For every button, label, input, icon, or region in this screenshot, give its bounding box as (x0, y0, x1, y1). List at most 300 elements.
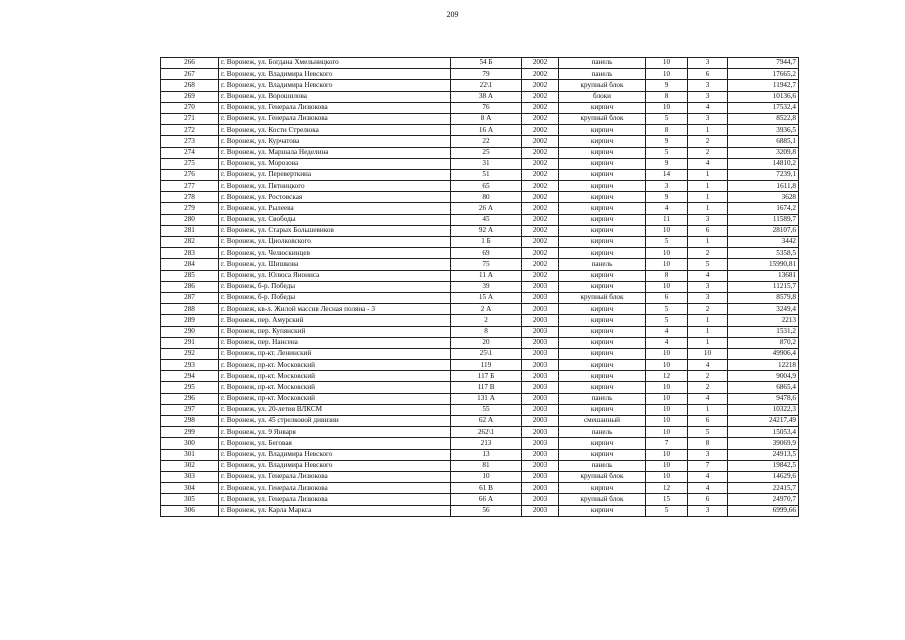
row-number-cell: 274 (161, 147, 219, 158)
floors-cell: 10 (646, 69, 688, 80)
table-row (161, 404, 799, 415)
area-cell: 10136,6 (728, 91, 799, 102)
entrances-cell: 1 (688, 125, 728, 136)
wall-material-cell: кирпич (559, 214, 646, 225)
year-cell: 2003 (522, 292, 559, 303)
address-cell: г. Воронеж, пер. Купянский (219, 326, 451, 337)
row-number-cell: 271 (161, 113, 219, 124)
year-cell: 2002 (522, 181, 559, 192)
house-number-cell: 117 В (451, 382, 522, 393)
row-number-cell: 266 (161, 58, 219, 69)
address-cell: г. Воронеж, ул. Циолковского (219, 237, 451, 248)
table-row (161, 360, 799, 371)
entrances-cell: 2 (688, 147, 728, 158)
row-number-cell: 294 (161, 371, 219, 382)
wall-material-cell: крупный блок (559, 80, 646, 91)
floors-cell: 15 (646, 494, 688, 505)
address-cell: г. Воронеж, ул. Генерала Лизюкова (219, 483, 451, 494)
area-cell: 14810,2 (728, 158, 799, 169)
area-cell: 10322,3 (728, 404, 799, 415)
entrances-cell: 5 (688, 259, 728, 270)
area-cell: 1674,2 (728, 203, 799, 214)
year-cell: 2003 (522, 494, 559, 505)
address-cell: г. Воронеж, ул. Старых Большевиков (219, 225, 451, 236)
table-row (161, 371, 799, 382)
floors-cell: 5 (646, 505, 688, 516)
address-cell: г. Воронеж, ул. Генерала Лизюкова (219, 494, 451, 505)
row-number-cell: 292 (161, 348, 219, 359)
table-row (161, 292, 799, 303)
area-cell: 39069,9 (728, 438, 799, 449)
row-number-cell: 285 (161, 270, 219, 281)
area-cell: 13681 (728, 270, 799, 281)
floors-cell: 8 (646, 91, 688, 102)
house-number-cell: 31 (451, 158, 522, 169)
table-row (161, 203, 799, 214)
house-number-cell: 45 (451, 214, 522, 225)
area-cell: 3936,5 (728, 125, 799, 136)
address-cell: г. Воронеж, ул. Свободы (219, 214, 451, 225)
house-number-cell: 69 (451, 248, 522, 259)
entrances-cell: 2 (688, 248, 728, 259)
area-cell: 3442 (728, 237, 799, 248)
year-cell: 2003 (522, 416, 559, 427)
area-cell: 22415,7 (728, 483, 799, 494)
row-number-cell: 267 (161, 69, 219, 80)
table-row (161, 427, 799, 438)
house-number-cell: 2 А (451, 304, 522, 315)
wall-material-cell: кирпич (559, 304, 646, 315)
floors-cell: 10 (646, 248, 688, 259)
area-cell: 7944,7 (728, 58, 799, 69)
floors-cell: 5 (646, 304, 688, 315)
floors-cell: 10 (646, 471, 688, 482)
entrances-cell: 1 (688, 315, 728, 326)
area-cell: 8522,8 (728, 113, 799, 124)
floors-cell: 10 (646, 393, 688, 404)
house-number-cell: 80 (451, 192, 522, 203)
row-number-cell: 280 (161, 214, 219, 225)
table-row (161, 438, 799, 449)
entrances-cell: 4 (688, 393, 728, 404)
year-cell: 2003 (522, 404, 559, 415)
wall-material-cell: панель (559, 58, 646, 69)
entrances-cell: 2 (688, 371, 728, 382)
floors-cell: 10 (646, 259, 688, 270)
wall-material-cell: кирпич (559, 505, 646, 516)
page-number: 209 (446, 10, 459, 19)
entrances-cell: 3 (688, 91, 728, 102)
house-number-cell: 131 А (451, 393, 522, 404)
address-cell: г. Воронеж, ул. Курчатова (219, 136, 451, 147)
table-row (161, 505, 799, 516)
wall-material-cell: кирпич (559, 449, 646, 460)
area-cell: 1531,2 (728, 326, 799, 337)
floors-cell: 12 (646, 371, 688, 382)
wall-material-cell: панель (559, 460, 646, 471)
row-number-cell: 306 (161, 505, 219, 516)
floors-cell: 7 (646, 438, 688, 449)
entrances-cell: 3 (688, 113, 728, 124)
address-cell: г. Воронеж, ул. Кости Стрелюка (219, 125, 451, 136)
wall-material-cell: кирпич (559, 270, 646, 281)
table-row (161, 248, 799, 259)
year-cell: 2003 (522, 304, 559, 315)
area-cell: 14629,6 (728, 471, 799, 482)
row-number-cell: 290 (161, 326, 219, 337)
floors-cell: 4 (646, 337, 688, 348)
area-cell: 5358,5 (728, 248, 799, 259)
row-number-cell: 298 (161, 416, 219, 427)
floors-cell: 10 (646, 416, 688, 427)
row-number-cell: 289 (161, 315, 219, 326)
wall-material-cell: крупный блок (559, 494, 646, 505)
address-cell: г. Воронеж, ул. Богдана Хмельницкого (219, 58, 451, 69)
wall-material-cell: кирпич (559, 315, 646, 326)
address-cell: г. Воронеж, ул. Генерала Лизюкова (219, 113, 451, 124)
year-cell: 2003 (522, 393, 559, 404)
year-cell: 2003 (522, 371, 559, 382)
address-cell: г. Воронеж, кв-л. Жилой массив Лесная поляна - 3 (219, 304, 451, 315)
entrances-cell: 3 (688, 449, 728, 460)
wall-material-cell: кирпич (559, 169, 646, 180)
entrances-cell: 3 (688, 58, 728, 69)
house-number-cell: 15 А (451, 292, 522, 303)
area-cell: 11942,7 (728, 80, 799, 91)
address-cell: г. Воронеж, ул. Шишкова (219, 259, 451, 270)
entrances-cell: 2 (688, 304, 728, 315)
table-row (161, 192, 799, 203)
year-cell: 2002 (522, 102, 559, 113)
entrances-cell: 6 (688, 69, 728, 80)
area-cell: 8579,8 (728, 292, 799, 303)
address-cell: г. Воронеж, ул. Владимира Невского (219, 69, 451, 80)
address-cell: г. Воронеж, ул. Челюскинцев (219, 248, 451, 259)
year-cell: 2002 (522, 147, 559, 158)
floors-cell: 10 (646, 102, 688, 113)
wall-material-cell: кирпич (559, 203, 646, 214)
floors-cell: 8 (646, 125, 688, 136)
row-number-cell: 305 (161, 494, 219, 505)
house-number-cell: 39 (451, 281, 522, 292)
address-cell: г. Воронеж, пр-кт. Московский (219, 393, 451, 404)
table-row (161, 449, 799, 460)
area-cell: 24913,5 (728, 449, 799, 460)
year-cell: 2003 (522, 360, 559, 371)
floors-cell: 10 (646, 404, 688, 415)
area-cell: 9478,6 (728, 393, 799, 404)
entrances-cell: 4 (688, 483, 728, 494)
address-cell: г. Воронеж, ул. Беговая (219, 438, 451, 449)
entrances-cell: 1 (688, 169, 728, 180)
address-cell: г. Воронеж, б-р. Победы (219, 281, 451, 292)
address-cell: г. Воронеж, ул. Владимира Невского (219, 449, 451, 460)
entrances-cell: 3 (688, 281, 728, 292)
house-number-cell: 22\1 (451, 80, 522, 91)
house-number-cell: 11 А (451, 270, 522, 281)
entrances-cell: 3 (688, 214, 728, 225)
address-cell: г. Воронеж, ул. Владимира Невского (219, 460, 451, 471)
address-cell: г. Воронеж, ул. Генерала Лизюкова (219, 102, 451, 113)
row-number-cell: 299 (161, 427, 219, 438)
floors-cell: 10 (646, 460, 688, 471)
year-cell: 2002 (522, 58, 559, 69)
floors-cell: 4 (646, 326, 688, 337)
row-number-cell: 300 (161, 438, 219, 449)
floors-cell: 8 (646, 270, 688, 281)
row-number-cell: 301 (161, 449, 219, 460)
row-number-cell: 268 (161, 80, 219, 91)
address-cell: г. Воронеж, ул. Рылеева (219, 203, 451, 214)
row-number-cell: 278 (161, 192, 219, 203)
floors-cell: 10 (646, 225, 688, 236)
table-row (161, 304, 799, 315)
area-cell: 11215,7 (728, 281, 799, 292)
floors-cell: 4 (646, 203, 688, 214)
table-row (161, 315, 799, 326)
table-row (161, 125, 799, 136)
wall-material-cell: кирпич (559, 348, 646, 359)
entrances-cell: 4 (688, 270, 728, 281)
entrances-cell: 1 (688, 203, 728, 214)
area-cell: 28107,6 (728, 225, 799, 236)
entrances-cell: 3 (688, 292, 728, 303)
house-number-cell: 10 (451, 471, 522, 482)
wall-material-cell: кирпич (559, 181, 646, 192)
year-cell: 2002 (522, 80, 559, 91)
house-number-cell: 8 (451, 326, 522, 337)
floors-cell: 9 (646, 192, 688, 203)
area-cell: 24217,49 (728, 416, 799, 427)
entrances-cell: 8 (688, 438, 728, 449)
house-number-cell: 56 (451, 505, 522, 516)
table-row (161, 214, 799, 225)
house-number-cell: 117 Б (451, 371, 522, 382)
house-number-cell: 2 (451, 315, 522, 326)
address-cell: г. Воронеж, ул. Ворошилова (219, 91, 451, 102)
table-row (161, 69, 799, 80)
house-number-cell: 26 А (451, 203, 522, 214)
address-cell: г. Воронеж, ул. Морозова (219, 158, 451, 169)
table-row (161, 58, 799, 69)
row-number-cell: 288 (161, 304, 219, 315)
table-row (161, 225, 799, 236)
entrances-cell: 2 (688, 136, 728, 147)
year-cell: 2003 (522, 382, 559, 393)
entrances-cell: 2 (688, 382, 728, 393)
area-cell: 7239,1 (728, 169, 799, 180)
wall-material-cell: кирпич (559, 371, 646, 382)
table-row (161, 80, 799, 91)
floors-cell: 10 (646, 427, 688, 438)
address-cell: г. Воронеж, пер. Нансена (219, 337, 451, 348)
row-number-cell: 303 (161, 471, 219, 482)
wall-material-cell: кирпич (559, 337, 646, 348)
year-cell: 2003 (522, 337, 559, 348)
entrances-cell: 1 (688, 237, 728, 248)
address-cell: г. Воронеж, ул. 45 стрелковой дивизии (219, 416, 451, 427)
address-cell: г. Воронеж, пр-кт. Московский (219, 360, 451, 371)
entrances-cell: 6 (688, 225, 728, 236)
table-row (161, 136, 799, 147)
table-row (161, 471, 799, 482)
wall-material-cell: кирпич (559, 102, 646, 113)
wall-material-cell: кирпич (559, 158, 646, 169)
year-cell: 2002 (522, 248, 559, 259)
address-cell: г. Воронеж, пер. Амурский (219, 315, 451, 326)
row-number-cell: 276 (161, 169, 219, 180)
year-cell: 2003 (522, 505, 559, 516)
address-cell: г. Воронеж, ул. 20-летия ВЛКСМ (219, 404, 451, 415)
year-cell: 2003 (522, 315, 559, 326)
year-cell: 2002 (522, 203, 559, 214)
floors-cell: 12 (646, 483, 688, 494)
entrances-cell: 5 (688, 427, 728, 438)
year-cell: 2003 (522, 438, 559, 449)
wall-material-cell: кирпич (559, 382, 646, 393)
entrances-cell: 4 (688, 102, 728, 113)
entrances-cell: 3 (688, 80, 728, 91)
table-row (161, 348, 799, 359)
row-number-cell: 283 (161, 248, 219, 259)
entrances-cell: 6 (688, 494, 728, 505)
area-cell: 9004,9 (728, 371, 799, 382)
house-number-cell: 62 А (451, 416, 522, 427)
wall-material-cell: кирпич (559, 281, 646, 292)
wall-material-cell: кирпич (559, 125, 646, 136)
wall-material-cell: смешанный (559, 416, 646, 427)
year-cell: 2002 (522, 237, 559, 248)
year-cell: 2002 (522, 169, 559, 180)
house-number-cell: 76 (451, 102, 522, 113)
wall-material-cell: панель (559, 427, 646, 438)
address-cell: г. Воронеж, ул. Владимира Невского (219, 80, 451, 91)
house-number-cell: 92 А (451, 225, 522, 236)
year-cell: 2002 (522, 69, 559, 80)
wall-material-cell: кирпич (559, 483, 646, 494)
row-number-cell: 302 (161, 460, 219, 471)
house-number-cell: 119 (451, 360, 522, 371)
address-cell: г. Воронеж, ул. Ростовская (219, 192, 451, 203)
table-row (161, 337, 799, 348)
entrances-cell: 1 (688, 337, 728, 348)
year-cell: 2002 (522, 113, 559, 124)
address-cell: г. Воронеж, пр-кт. Ленинский (219, 348, 451, 359)
house-number-cell: 79 (451, 69, 522, 80)
wall-material-cell: блоки (559, 91, 646, 102)
area-cell: 24970,7 (728, 494, 799, 505)
year-cell: 2002 (522, 259, 559, 270)
house-number-cell: 65 (451, 181, 522, 192)
area-cell: 1611,8 (728, 181, 799, 192)
table-row (161, 169, 799, 180)
house-number-cell: 20 (451, 337, 522, 348)
floors-cell: 10 (646, 360, 688, 371)
table-row (161, 483, 799, 494)
address-cell: г. Воронеж, ул. Пятницкого (219, 181, 451, 192)
year-cell: 2003 (522, 449, 559, 460)
area-cell: 17532,4 (728, 102, 799, 113)
table-row (161, 270, 799, 281)
area-cell: 6999,66 (728, 505, 799, 516)
year-cell: 2002 (522, 136, 559, 147)
wall-material-cell: панель (559, 69, 646, 80)
table-row (161, 460, 799, 471)
house-number-cell: 61 В (451, 483, 522, 494)
house-number-cell: 55 (451, 404, 522, 415)
floors-cell: 10 (646, 348, 688, 359)
floors-cell: 5 (646, 113, 688, 124)
house-number-cell: 25 (451, 147, 522, 158)
address-cell: г. Воронеж, ул. 9 Января (219, 427, 451, 438)
floors-cell: 10 (646, 281, 688, 292)
row-number-cell: 297 (161, 404, 219, 415)
entrances-cell: 1 (688, 404, 728, 415)
table-row (161, 147, 799, 158)
row-number-cell: 304 (161, 483, 219, 494)
house-number-cell: 262\1 (451, 427, 522, 438)
row-number-cell: 272 (161, 125, 219, 136)
entrances-cell: 7 (688, 460, 728, 471)
house-number-cell: 1 Б (451, 237, 522, 248)
wall-material-cell: кирпич (559, 192, 646, 203)
table-row (161, 494, 799, 505)
floors-cell: 5 (646, 315, 688, 326)
address-cell: г. Воронеж, ул. Маршала Неделина (219, 147, 451, 158)
row-number-cell: 269 (161, 91, 219, 102)
year-cell: 2002 (522, 214, 559, 225)
table-row (161, 281, 799, 292)
year-cell: 2003 (522, 348, 559, 359)
entrances-cell: 1 (688, 181, 728, 192)
row-number-cell: 291 (161, 337, 219, 348)
wall-material-cell: крупный блок (559, 471, 646, 482)
address-cell: г. Воронеж, пр-кт. Московский (219, 382, 451, 393)
house-number-cell: 51 (451, 169, 522, 180)
table-row (161, 416, 799, 427)
entrances-cell: 10 (688, 348, 728, 359)
floors-cell: 9 (646, 158, 688, 169)
house-number-cell: 8 А (451, 113, 522, 124)
entrances-cell: 4 (688, 471, 728, 482)
year-cell: 2002 (522, 270, 559, 281)
area-cell: 6865,4 (728, 382, 799, 393)
wall-material-cell: кирпич (559, 147, 646, 158)
year-cell: 2002 (522, 158, 559, 169)
wall-material-cell: кирпич (559, 326, 646, 337)
house-number-cell: 81 (451, 460, 522, 471)
row-number-cell: 279 (161, 203, 219, 214)
entrances-cell: 1 (688, 192, 728, 203)
table-row (161, 158, 799, 169)
house-number-cell: 213 (451, 438, 522, 449)
floors-cell: 10 (646, 449, 688, 460)
area-cell: 3628 (728, 192, 799, 203)
wall-material-cell: кирпич (559, 360, 646, 371)
row-number-cell: 287 (161, 292, 219, 303)
address-cell: г. Воронеж, пр-кт. Московский (219, 371, 451, 382)
table-row (161, 326, 799, 337)
year-cell: 2002 (522, 91, 559, 102)
table-row (161, 382, 799, 393)
floors-cell: 6 (646, 292, 688, 303)
area-cell: 2213 (728, 315, 799, 326)
year-cell: 2003 (522, 281, 559, 292)
area-cell: 12218 (728, 360, 799, 371)
wall-material-cell: кирпич (559, 136, 646, 147)
table-row (161, 91, 799, 102)
floors-cell: 9 (646, 136, 688, 147)
